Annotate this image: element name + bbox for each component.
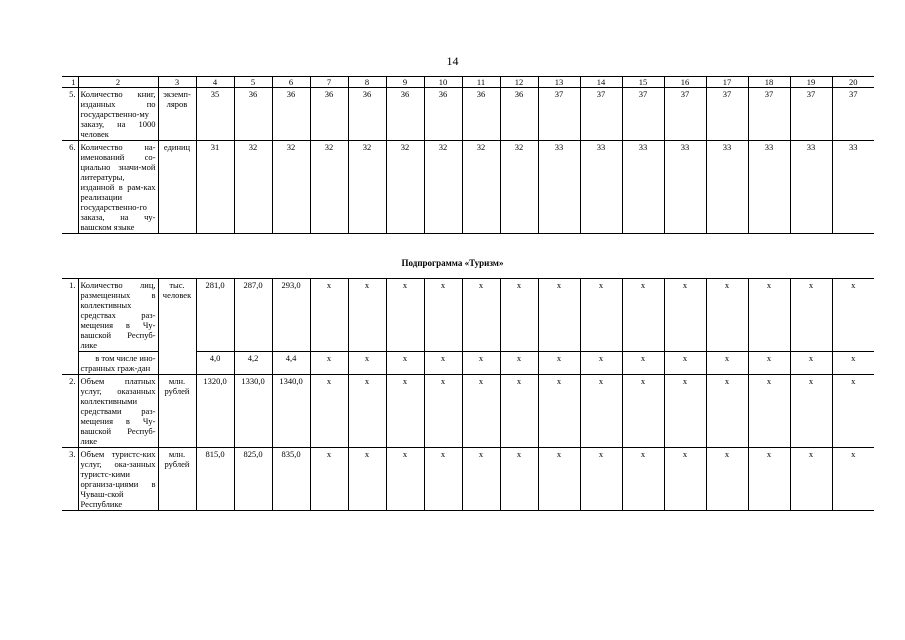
column-number: 13	[538, 77, 580, 88]
value-cell: x	[538, 375, 580, 448]
indicator-subname: в том числе ино-странных граж-дан	[78, 352, 158, 375]
value-cell: 37	[748, 88, 790, 141]
indicator-name: Объем платных услуг, оказанных коллективными средствами раз-мещения в Чу-вашской Респуб-лике	[78, 375, 158, 448]
value-cell: x	[664, 375, 706, 448]
column-number-row	[62, 77, 874, 88]
unit: экземп-ляров	[158, 88, 196, 141]
value-cell: 32	[500, 141, 538, 234]
indicator-name: Объем туристс-ких услуг, ока-занных туристс-кими организа-циями в Чуваш-ской Республике	[78, 448, 158, 511]
value-cell: x	[462, 352, 500, 375]
value-cell: x	[580, 448, 622, 511]
value-cell: x	[664, 352, 706, 375]
value-cell: x	[790, 279, 832, 352]
value-cell: 33	[664, 141, 706, 234]
table-row	[62, 448, 874, 511]
value-cell: 281,0	[196, 279, 234, 352]
value-cell: 37	[790, 88, 832, 141]
value-cell: x	[386, 279, 424, 352]
value-cell: x	[500, 352, 538, 375]
value-cell: x	[748, 279, 790, 352]
value-cell: 33	[790, 141, 832, 234]
value-cell: x	[462, 448, 500, 511]
value-cell: 32	[424, 141, 462, 234]
value-cell: 287,0	[234, 279, 272, 352]
value-cell: 4,0	[196, 352, 234, 375]
value-cell: x	[622, 448, 664, 511]
column-number: 9	[386, 77, 424, 88]
value-cell: 32	[386, 141, 424, 234]
value-cell: 33	[580, 141, 622, 234]
column-number: 1	[62, 77, 78, 88]
value-cell: 36	[234, 88, 272, 141]
value-cell: 37	[580, 88, 622, 141]
value-cell: x	[580, 352, 622, 375]
column-number: 8	[348, 77, 386, 88]
column-number: 16	[664, 77, 706, 88]
value-cell: x	[790, 375, 832, 448]
table-row	[62, 141, 874, 234]
value-cell: 835,0	[272, 448, 310, 511]
column-number: 4	[196, 77, 234, 88]
column-number: 11	[462, 77, 500, 88]
value-cell: 32	[272, 141, 310, 234]
value-cell: 36	[348, 88, 386, 141]
table-body	[62, 279, 874, 511]
indicator-name: Количество лиц, размещенных в коллективных средствах раз-мещения в Чу-вашской Респуб-лике	[78, 279, 158, 352]
value-cell: x	[424, 375, 462, 448]
section-title: Подпрограмма «Туризм»	[401, 258, 504, 268]
value-cell: x	[538, 448, 580, 511]
column-number: 20	[832, 77, 874, 88]
column-number: 6	[272, 77, 310, 88]
value-cell: x	[538, 279, 580, 352]
value-cell: 36	[462, 88, 500, 141]
value-cell: x	[664, 279, 706, 352]
indicator-name: Количество на-именований со-циально значи-мой литературы, изданной в рам-ках реализации государственно-го заказа, на чу-вашском языке	[78, 141, 158, 234]
value-cell: x	[580, 279, 622, 352]
value-cell: 35	[196, 88, 234, 141]
column-number: 7	[310, 77, 348, 88]
value-cell: x	[462, 279, 500, 352]
value-cell: x	[706, 375, 748, 448]
value-cell: 32	[310, 141, 348, 234]
value-cell: 33	[706, 141, 748, 234]
value-cell: x	[424, 279, 462, 352]
value-cell: x	[832, 375, 874, 448]
value-cell: 36	[310, 88, 348, 141]
value-cell: 33	[622, 141, 664, 234]
value-cell: x	[386, 448, 424, 511]
value-cell: x	[832, 279, 874, 352]
value-cell: x	[706, 448, 748, 511]
value-cell: 36	[424, 88, 462, 141]
table-row	[62, 88, 874, 141]
value-cell: 4,2	[234, 352, 272, 375]
value-cell: 825,0	[234, 448, 272, 511]
value-cell: 31	[196, 141, 234, 234]
column-number: 5	[234, 77, 272, 88]
value-cell: 32	[348, 141, 386, 234]
value-cell: x	[424, 352, 462, 375]
value-cell: x	[348, 448, 386, 511]
value-cell: 36	[500, 88, 538, 141]
value-cell: 1330,0	[234, 375, 272, 448]
unit: единиц	[158, 141, 196, 234]
value-cell: 1320,0	[196, 375, 234, 448]
value-cell: x	[748, 448, 790, 511]
value-cell: 293,0	[272, 279, 310, 352]
value-cell: x	[310, 375, 348, 448]
row-number: 3.	[62, 448, 78, 511]
unit: тыс. человек	[158, 279, 196, 375]
value-cell: x	[790, 352, 832, 375]
value-cell: 36	[386, 88, 424, 141]
value-cell: 1340,0	[272, 375, 310, 448]
row-number: 1.	[62, 279, 78, 375]
value-cell: x	[580, 375, 622, 448]
unit: млн. рублей	[158, 448, 196, 511]
value-cell: 33	[832, 141, 874, 234]
value-cell: 33	[748, 141, 790, 234]
value-cell: x	[462, 375, 500, 448]
value-cell: x	[622, 375, 664, 448]
value-cell: x	[832, 448, 874, 511]
value-cell: x	[500, 448, 538, 511]
value-cell: x	[664, 448, 706, 511]
row-number: 2.	[62, 375, 78, 448]
value-cell: 37	[622, 88, 664, 141]
table-row	[62, 279, 874, 352]
table-row	[62, 375, 874, 448]
column-number: 15	[622, 77, 664, 88]
indicator-name: Количество книг, изданных по государственно-му заказу, на 1000 человек	[78, 88, 158, 141]
value-cell: x	[386, 375, 424, 448]
column-number: 3	[158, 77, 196, 88]
value-cell: 815,0	[196, 448, 234, 511]
value-cell: x	[500, 375, 538, 448]
value-cell: x	[310, 279, 348, 352]
value-cell: x	[348, 279, 386, 352]
value-cell: x	[424, 448, 462, 511]
column-number: 19	[790, 77, 832, 88]
unit: млн. рублей	[158, 375, 196, 448]
value-cell: x	[748, 375, 790, 448]
value-cell: 37	[538, 88, 580, 141]
column-number: 18	[748, 77, 790, 88]
value-cell: 32	[462, 141, 500, 234]
row-number: 6.	[62, 141, 78, 234]
value-cell: x	[500, 279, 538, 352]
value-cell: 37	[664, 88, 706, 141]
page-number: 14	[446, 54, 459, 68]
value-cell: x	[790, 448, 832, 511]
value-cell: x	[622, 279, 664, 352]
value-cell: 37	[832, 88, 874, 141]
value-cell: 33	[538, 141, 580, 234]
table-body	[62, 77, 874, 234]
value-cell: x	[622, 352, 664, 375]
value-cell: 37	[706, 88, 748, 141]
value-cell: 32	[234, 141, 272, 234]
column-number: 12	[500, 77, 538, 88]
value-cell: x	[706, 279, 748, 352]
tourism-indicators-table	[62, 278, 874, 511]
value-cell: x	[706, 352, 748, 375]
value-cell: x	[348, 352, 386, 375]
value-cell: 36	[272, 88, 310, 141]
value-cell: x	[832, 352, 874, 375]
indicators-table-continued	[62, 76, 874, 234]
value-cell: x	[386, 352, 424, 375]
value-cell: x	[310, 448, 348, 511]
value-cell: x	[538, 352, 580, 375]
value-cell: 4,4	[272, 352, 310, 375]
column-number: 14	[580, 77, 622, 88]
column-number: 10	[424, 77, 462, 88]
value-cell: x	[748, 352, 790, 375]
value-cell: x	[310, 352, 348, 375]
column-number: 17	[706, 77, 748, 88]
column-number: 2	[78, 77, 158, 88]
value-cell: x	[348, 375, 386, 448]
row-number: 5.	[62, 88, 78, 141]
